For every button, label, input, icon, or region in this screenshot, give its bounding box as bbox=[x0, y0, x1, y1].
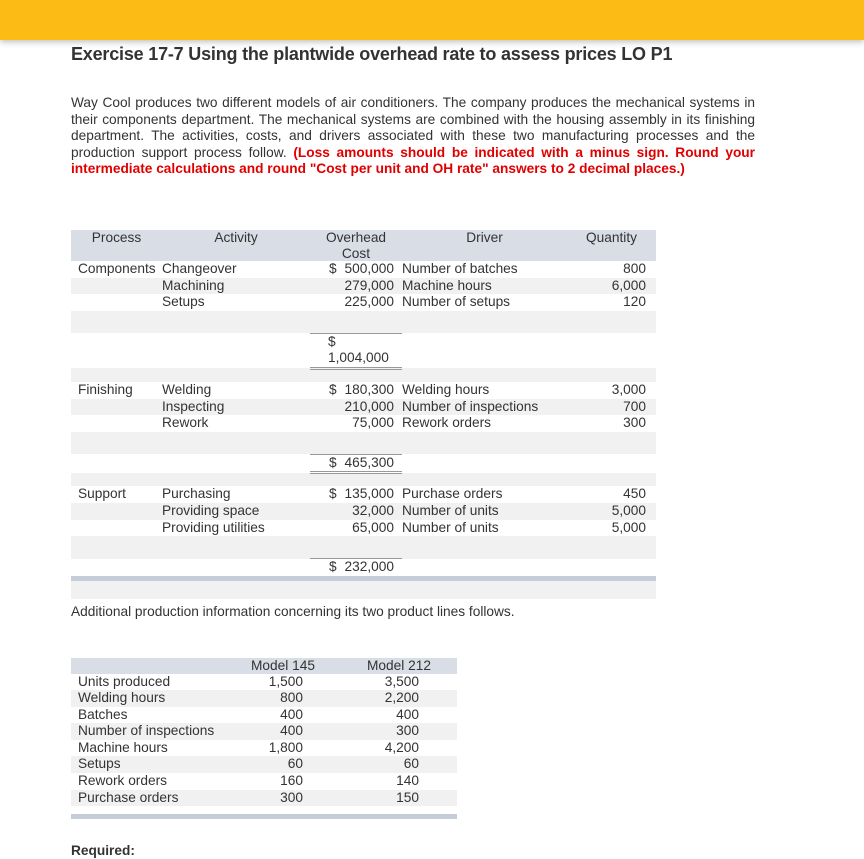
required-heading: Required: bbox=[71, 843, 135, 858]
currency-sign: $ bbox=[329, 486, 337, 502]
spacer-row bbox=[71, 432, 656, 455]
model-212-value: 400 bbox=[396, 706, 419, 722]
table-row bbox=[71, 773, 457, 790]
model-145-value: 1,800 bbox=[268, 739, 303, 755]
quantity-value: 5,000 bbox=[567, 503, 656, 520]
activity-label: Changeover bbox=[162, 261, 237, 276]
process-label: Components bbox=[78, 261, 156, 276]
overhead-cost: 279,000 bbox=[344, 277, 394, 293]
driver-label: Number of setups bbox=[402, 294, 511, 310]
row-label: Welding hours bbox=[71, 690, 225, 707]
table-row bbox=[71, 261, 656, 278]
quantity-value: 800 bbox=[623, 261, 646, 276]
currency-sign: $ bbox=[329, 381, 337, 397]
overhead-cost: 180,300 bbox=[344, 381, 394, 397]
currency-sign: $ bbox=[329, 454, 337, 470]
table-bottom-bar bbox=[71, 814, 457, 819]
header-activity: Activity bbox=[162, 230, 310, 261]
row-label: Number of inspections bbox=[71, 723, 225, 740]
activity-label: Inspecting bbox=[162, 399, 310, 416]
table-row bbox=[71, 707, 457, 724]
model-212-value: 4,200 bbox=[384, 739, 419, 755]
activity-label: Machining bbox=[162, 278, 310, 295]
driver-label: Number of units bbox=[402, 503, 567, 520]
currency-sign: $ bbox=[329, 261, 337, 276]
activity-label: Providing utilities bbox=[162, 519, 265, 535]
quantity-value: 6,000 bbox=[567, 278, 656, 295]
table-row bbox=[71, 503, 656, 520]
table-row bbox=[71, 294, 656, 311]
top-bar bbox=[0, 0, 864, 40]
table-row bbox=[71, 740, 457, 757]
header-model-145: Model 145 bbox=[225, 658, 341, 674]
model-145-value: 1,500 bbox=[268, 673, 303, 689]
intro-paragraph bbox=[71, 95, 755, 178]
additional-info-text: Additional production information concerning its two product lines follows. bbox=[71, 604, 515, 619]
quantity-value: 700 bbox=[567, 399, 656, 416]
table-row bbox=[71, 278, 656, 295]
table-bottom-bar bbox=[71, 576, 656, 581]
driver-label: Number of inspections bbox=[402, 399, 567, 416]
model-145-value: 60 bbox=[225, 756, 341, 773]
model-145-value: 400 bbox=[280, 706, 303, 722]
table-row bbox=[71, 382, 656, 399]
model-212-value: 3,500 bbox=[384, 673, 419, 689]
header-overhead-cost: Overhead Cost bbox=[310, 230, 402, 261]
activity-label: Setups bbox=[162, 294, 205, 310]
header-model-212: Model 212 bbox=[341, 658, 457, 674]
process-label: Support bbox=[78, 486, 126, 502]
intro-text: Way Cool produces two different models of air conditioners. The company produces the mechanical systems in their components department. The mechanical systems are combined with the housing assembly in its finishing department. The activities, costs, and drivers associated with these two manufacturing processes and the production support process follow. bbox=[71, 95, 755, 160]
model-145-value: 800 bbox=[225, 690, 341, 707]
table-row bbox=[71, 723, 457, 740]
overhead-cost: 210,000 bbox=[344, 398, 394, 414]
header-quantity: Quantity bbox=[567, 230, 656, 261]
table-row bbox=[71, 690, 457, 707]
support-total: 232,000 bbox=[344, 559, 394, 575]
table-row bbox=[71, 399, 656, 416]
finishing-total: 465,300 bbox=[344, 454, 394, 470]
total-row bbox=[71, 559, 656, 578]
table-header-row bbox=[71, 658, 457, 674]
quantity-value: 300 bbox=[623, 415, 646, 431]
quantity-value: 450 bbox=[623, 486, 646, 502]
row-label: Purchase orders bbox=[71, 790, 225, 807]
activity-label: Providing space bbox=[162, 503, 310, 520]
activity-label: Welding bbox=[162, 381, 212, 397]
overhead-cost: 75,000 bbox=[352, 415, 394, 431]
overhead-cost: 135,000 bbox=[344, 486, 394, 502]
driver-label: Purchase orders bbox=[402, 486, 503, 502]
quantity-value: 5,000 bbox=[611, 519, 646, 535]
total-row bbox=[71, 333, 656, 368]
row-label: Batches bbox=[78, 706, 128, 722]
overhead-cost: 32,000 bbox=[352, 502, 394, 518]
driver-label: Rework orders bbox=[402, 415, 491, 431]
driver-label: Welding hours bbox=[402, 381, 490, 397]
table-row bbox=[71, 674, 457, 691]
model-212-value: 150 bbox=[341, 790, 457, 807]
total-row bbox=[71, 454, 656, 473]
table-row bbox=[71, 756, 457, 773]
driver-label: Number of units bbox=[402, 519, 499, 535]
components-total: $ 1,004,000 bbox=[328, 333, 389, 366]
model-145-value: 300 bbox=[225, 790, 341, 807]
model-145-value: 400 bbox=[225, 723, 341, 740]
overhead-cost: 500,000 bbox=[344, 261, 394, 276]
table-row bbox=[71, 415, 656, 432]
table-row bbox=[71, 486, 656, 503]
row-label: Machine hours bbox=[78, 739, 168, 755]
model-212-value: 2,200 bbox=[341, 690, 457, 707]
table-row bbox=[71, 520, 656, 537]
quantity-value: 120 bbox=[623, 294, 646, 310]
driver-label: Machine hours bbox=[402, 278, 567, 295]
activity-label: Purchasing bbox=[162, 486, 231, 502]
activity-cost-table bbox=[71, 230, 656, 599]
row-label: Setups bbox=[71, 756, 225, 773]
table-header-row bbox=[71, 230, 656, 261]
model-212-value: 140 bbox=[396, 773, 419, 789]
row-label: Units produced bbox=[78, 673, 171, 689]
header-blank bbox=[71, 658, 225, 674]
model-145-value: 160 bbox=[280, 773, 303, 789]
driver-label: Number of batches bbox=[402, 261, 518, 276]
header-process: Process bbox=[71, 230, 162, 261]
activity-label: Rework bbox=[162, 415, 209, 431]
process-label: Finishing bbox=[78, 381, 133, 397]
overhead-cost: 65,000 bbox=[352, 519, 394, 535]
product-info-table bbox=[71, 658, 457, 806]
spacer-row bbox=[71, 311, 656, 334]
spacer-row bbox=[71, 368, 656, 382]
header-driver: Driver bbox=[402, 230, 567, 261]
currency-sign: $ bbox=[329, 559, 337, 575]
instruction-note: (Loss amounts should be indicated with a minus sign. Round your intermediate calculations and round "Cost per unit and OH rate" answers to 2 decimal places.) bbox=[71, 144, 755, 176]
quantity-value: 3,000 bbox=[611, 381, 646, 397]
page-title: Exercise 17-7 Using the plantwide overhead rate to assess prices LO P1 bbox=[71, 44, 673, 64]
model-212-value: 300 bbox=[341, 723, 457, 740]
model-212-value: 60 bbox=[341, 756, 457, 773]
table-row bbox=[71, 790, 457, 807]
overhead-cost: 225,000 bbox=[344, 294, 394, 310]
row-label: Rework orders bbox=[78, 773, 167, 789]
spacer-row bbox=[71, 536, 656, 559]
spacer-row bbox=[71, 473, 656, 487]
